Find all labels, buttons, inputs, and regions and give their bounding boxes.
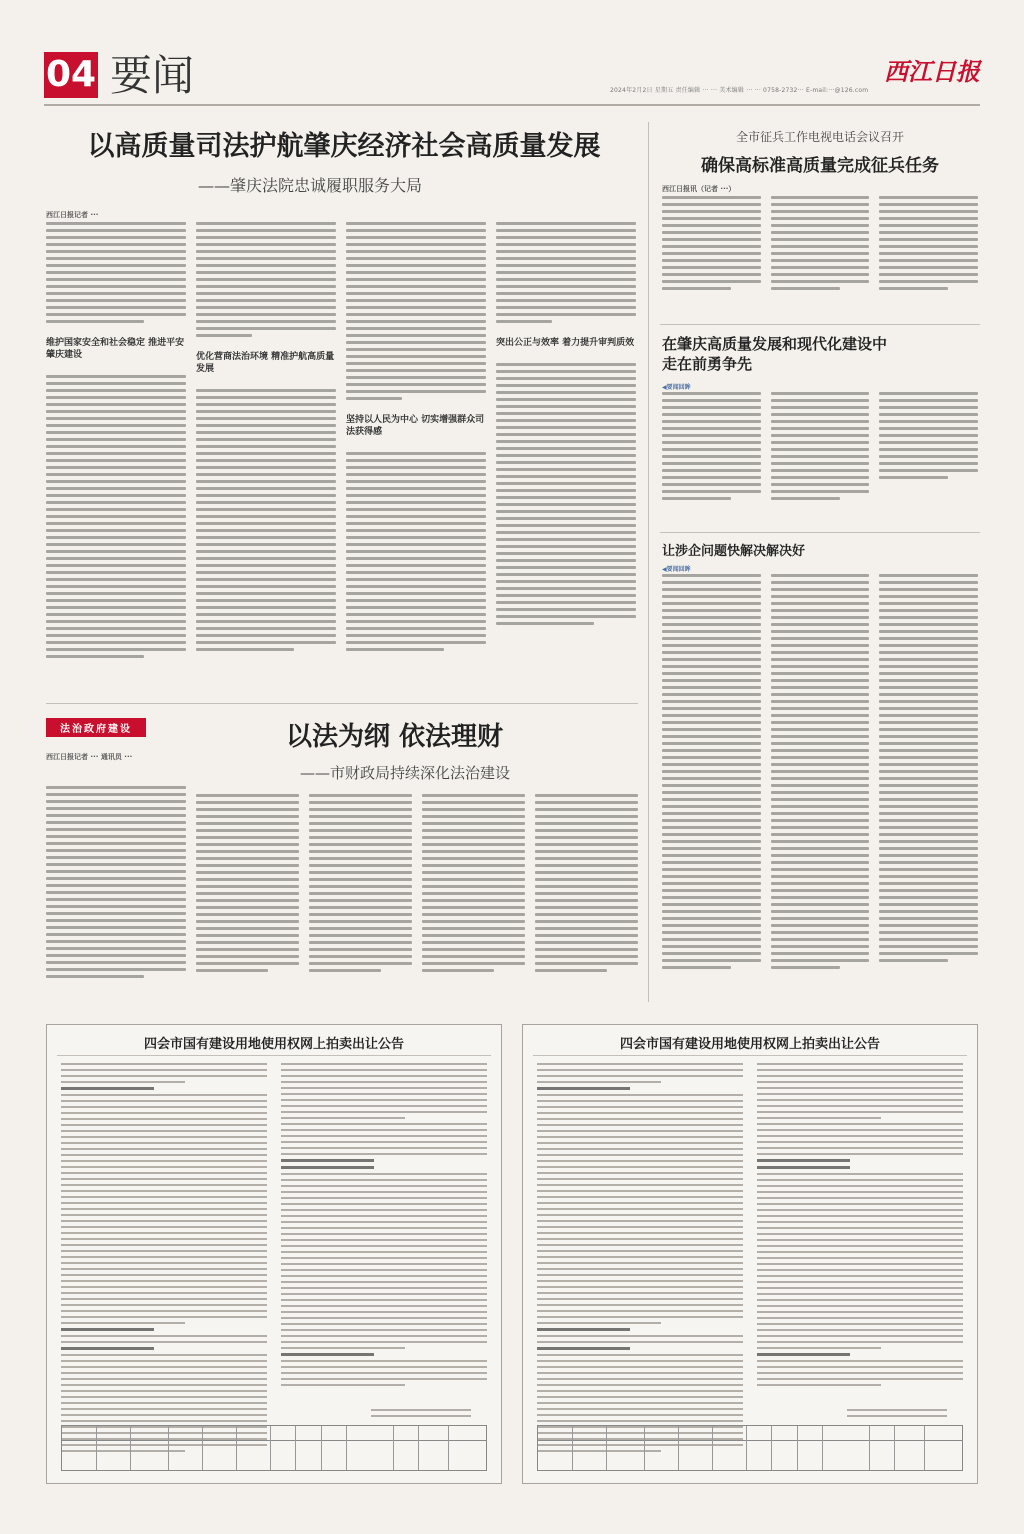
column-divider (648, 122, 649, 1002)
notice-title: 四会市国有建设用地使用权网上拍卖出让公告 (143, 1037, 404, 1052)
section-divider (660, 532, 980, 533)
masthead-logo: 西江日报 (884, 57, 980, 86)
column (46, 222, 186, 692)
section-tag: 法治政府建设 (46, 718, 146, 737)
page-number: 04 (44, 52, 98, 98)
article-main-headline: 以高质量司法护航肇庆经济社会高质量发展 (87, 131, 601, 162)
column (196, 222, 336, 692)
crosshead: 突出公正与效率 着力提升审判质效 (496, 338, 635, 348)
notice-body (537, 1063, 963, 1452)
notice-box (46, 1024, 502, 1484)
conscription-byline: 西江日报讯（记者 ···） (662, 185, 736, 193)
notice-table (537, 1425, 963, 1471)
article-development (662, 334, 982, 374)
conscription-kicker: 全市征兵工作电视电话会议召开 (735, 130, 904, 144)
article-main-byline: 西江日报记者 ··· (46, 211, 99, 219)
finance-body-left (46, 786, 186, 1000)
enterprise-headline: 让涉企问题快解决解决好 (662, 544, 806, 559)
header-rule (44, 104, 980, 106)
crosshead: 坚持以人民为中心 切实增强群众司法获得感 (346, 415, 485, 437)
column (496, 222, 636, 692)
notice-body (61, 1063, 487, 1452)
conscription-headline: 确保高标准高质量完成征兵任务 (701, 156, 939, 176)
header-meta: 2024年2月2日 星期五 责任编辑 ··· ··· 美术编辑 ··· ··· 0758-2732··· E-mail:···@126.com (610, 87, 869, 94)
finance-body-right (196, 794, 638, 1000)
development-source: ◀要闻回眸 (662, 384, 691, 391)
development-headline-line1: 在肇庆高质量发展和现代化建设中 (662, 335, 888, 353)
column (346, 222, 486, 692)
notice-table (61, 1425, 487, 1471)
section-divider (660, 324, 980, 325)
development-headline-line2: 走在前勇争先 (662, 355, 753, 373)
crosshead: 维护国家安全和社会稳定 推进平安肇庆建设 (46, 338, 185, 360)
section-divider (46, 703, 638, 704)
article-conscription (660, 128, 980, 176)
article-main-body (46, 222, 636, 692)
notice-signature (371, 1409, 471, 1417)
article-main-subhead: ——肇庆法院忠诚履职服务大局 (198, 176, 423, 195)
enterprise-body (662, 574, 978, 1000)
notice-box (522, 1024, 978, 1484)
section-title: 要闻 (110, 51, 195, 100)
notice-title: 四会市国有建设用地使用权网上拍卖出让公告 (619, 1037, 880, 1052)
finance-byline: 西江日报记者 ··· 通讯员 ··· (46, 753, 133, 761)
article-main (50, 124, 638, 196)
conscription-body (662, 196, 978, 316)
development-body (662, 392, 978, 528)
crosshead: 优化营商法治环境 精准护航高质量发展 (196, 352, 335, 374)
enterprise-source: ◀要闻回眸 (662, 566, 691, 573)
notice-signature (847, 1409, 947, 1417)
finance-headline: 以法为纲 依法理财 (286, 722, 504, 752)
finance-subhead: ——市财政局持续深化法治建设 (300, 764, 511, 782)
page-header (44, 48, 980, 104)
